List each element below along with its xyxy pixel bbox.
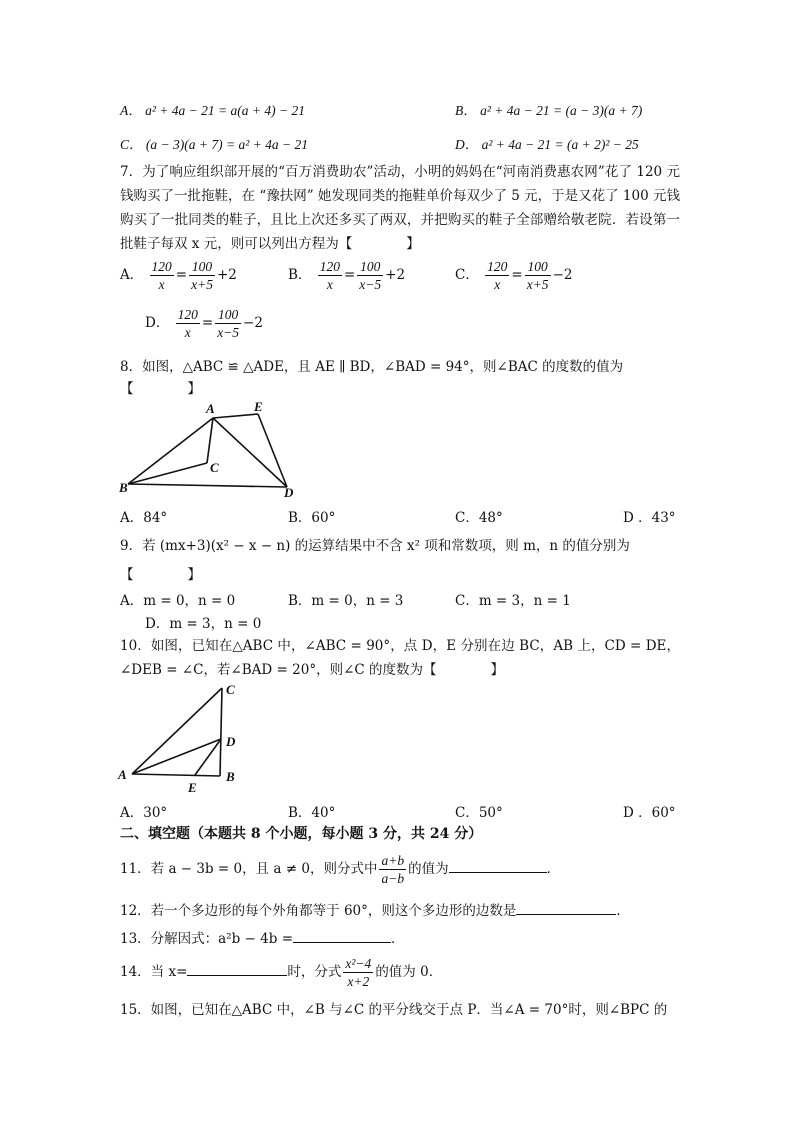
q9-stem: 9．若 (mx+3)(x² − x − n) 的运算结果中不含 x² 项和常数项，则 m，n 的值分别为	[120, 538, 630, 554]
q6-option-d: D． a² + 4a − 21 = (a + 2)² − 25	[455, 137, 639, 152]
q8-option-a: A．84°	[120, 510, 168, 526]
q7-option-b: B． $\frac{120}{x}$ = $\frac{100}{x-5}$ +2	[288, 259, 406, 292]
q14: 14．当 x= 时，分式 $\frac{\text{x²−4}}{x+2}$ 的值为 0．	[120, 956, 443, 989]
q15-stem: 15．如图，已知在△ABC 中，∠B 与∠C 的平分线交于点 P．当∠A = 70°时，则∠BPC 的	[120, 1002, 668, 1018]
q10-label-d: D	[226, 734, 236, 749]
q8-figure	[110, 398, 310, 500]
q9-answer-bracket: 【 】	[120, 567, 201, 583]
q9-option-a: A．m = 0，n = 0	[120, 593, 236, 609]
q10-label-b: B	[226, 769, 235, 784]
q8-answer-bracket: 【 】	[120, 381, 201, 397]
q8-label-a: A	[206, 401, 215, 416]
q9-option-c: C．m = 3，n = 1	[455, 593, 571, 609]
q8-label-c: C	[210, 460, 219, 475]
q6-option-c: C． (a − 3)(a + 7) = a² + 4a − 21	[120, 137, 308, 152]
q8-option-d: D ．43°	[623, 510, 676, 526]
q8-option-c: C．48°	[455, 510, 503, 526]
q7-option-d: D． $\frac{120}{x}$ = $\frac{100}{x-5}$ −2	[145, 307, 263, 340]
q8-label-b: B	[119, 480, 128, 495]
q10-label-c: C	[226, 682, 235, 697]
q6-option-b: B． a² + 4a − 21 = (a − 3)(a + 7)	[455, 103, 643, 118]
q10-option-c: C．50°	[455, 805, 503, 821]
q9-option-b: B．m = 0，n = 3	[288, 593, 404, 609]
q14-answer-blank[interactable]	[187, 961, 287, 976]
q7-option-c: C． $\frac{120}{x}$ = $\frac{100}{x+5}$ −2	[455, 259, 573, 292]
q7-option-a: A． $\frac{120}{x}$ = $\frac{100}{x+5}$ +2	[120, 259, 237, 292]
q8-stem: 8．如图，△ABC ≌ △ADE，且 AE ∥ BD，∠BAD = 94°，则∠BAC 的度数的值为	[120, 359, 624, 375]
q10-option-b: B．40°	[288, 805, 336, 821]
q8-label-d: D	[284, 485, 294, 500]
q10-stem: 10．如图，已知在△ABC 中，∠ABC = 90°，点 D，E 分别在边 BC，AB 上，CD = DE，∠DEB = ∠C，若∠BAD = 20°，则∠C 的度数为【 】	[120, 638, 680, 678]
q10-label-e: E	[188, 780, 197, 795]
q10-label-a: A	[118, 767, 127, 782]
q8-option-b: B．60°	[288, 510, 336, 526]
q7-stem: 7．为了响应组织部开展的“百万消费助农”活动，小明的妈妈在“河南消费惠农网”花了 120 元钱购买了一批拖鞋，在 “豫扶网” 她发现同类的拖鞋单价每双少了 5 元，于是又花了 100 元钱购买了一批同类的鞋子，且比上次还多买了两双，并把购买的鞋子全部赠给敬老院．若设第一批鞋子每双 x 元，则可以列出方程为【 】	[120, 164, 680, 252]
q9-option-d: D．m = 3，n = 0	[145, 616, 262, 632]
q8-label-e: E	[254, 399, 263, 414]
q10-figure	[112, 680, 252, 796]
q13-answer-blank[interactable]	[293, 928, 391, 943]
q12-answer-blank[interactable]	[516, 900, 616, 915]
q12: 12．若一个多边形的每个外角都等于 60°，则这个多边形的边数是 ．	[120, 899, 630, 919]
q11-answer-blank[interactable]	[449, 858, 547, 873]
section-heading-fill-in: 二、填空题（本题共 8 个小题，每小题 3 分，共 24 分）	[120, 826, 483, 842]
q10-option-a: A．30°	[120, 805, 168, 821]
q6-option-a: A． a² + 4a − 21 = a(a + 4) − 21	[120, 103, 305, 118]
q11: 11．若 a − 3b = 0，且 a ≠ 0，则分式中 $\frac{a+b}{a-b}$ 的值为 ．	[120, 853, 561, 886]
q10-option-d: D ．60°	[623, 805, 676, 821]
q13: 13．分解因式：a²b − 4b = ．	[120, 927, 405, 947]
